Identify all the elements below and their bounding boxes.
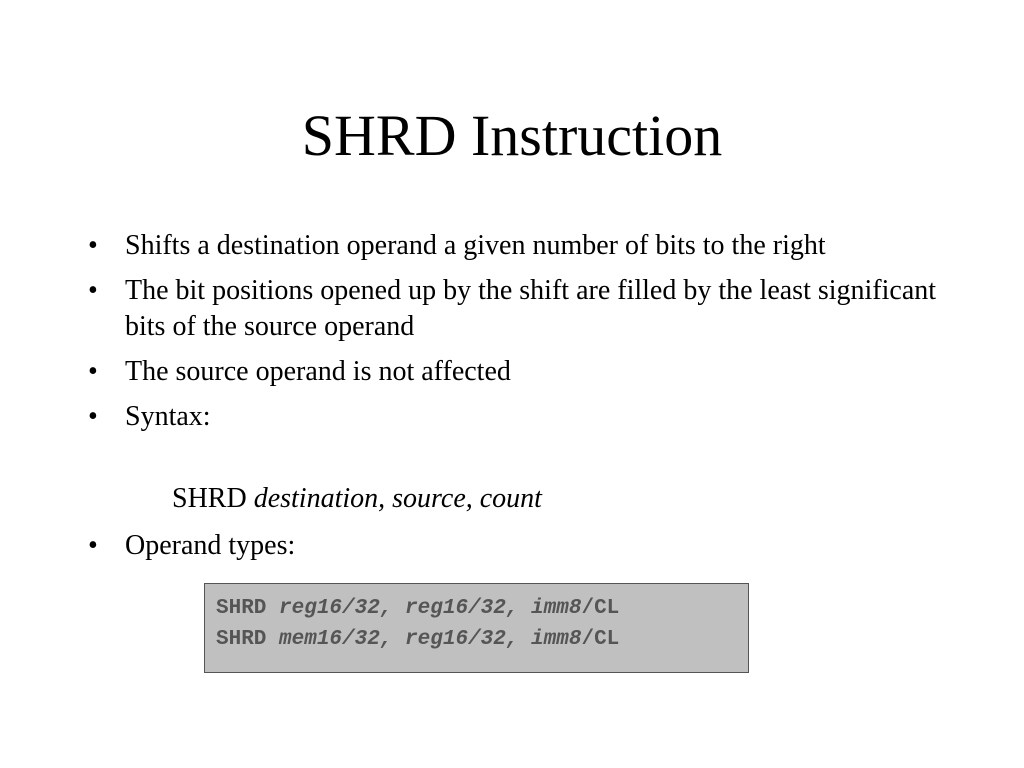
bullet-item <box>88 528 938 564</box>
bullet-item <box>88 354 938 390</box>
operand-mnemonic: SHRD <box>216 628 280 651</box>
operand-suffix: /CL <box>581 597 620 620</box>
bullet-icon: • <box>88 530 98 561</box>
operand-suffix: /CL <box>581 628 620 651</box>
bullet-list <box>88 228 938 444</box>
bullet-text: Shifts a destination operand a given number of bits to the right <box>125 230 826 261</box>
bullet-text: The source operand is not affected <box>125 356 511 387</box>
bullet-icon: • <box>88 230 98 261</box>
slide-title: SHRD Instruction <box>301 103 723 168</box>
operand-args: reg16/32, reg16/32, imm8 <box>279 597 582 620</box>
operand-types-box <box>204 583 749 673</box>
bullet-icon: • <box>88 401 98 432</box>
bullet-list-operands <box>88 528 938 573</box>
operand-row <box>216 624 748 655</box>
bullet-item <box>88 228 938 264</box>
syntax-line <box>172 481 542 517</box>
operand-mnemonic: SHRD <box>216 597 280 620</box>
syntax-mnemonic: SHRD <box>172 483 254 514</box>
bullet-item <box>88 399 938 435</box>
bullet-item <box>88 273 938 345</box>
syntax-args: destination, source, count <box>253 483 542 514</box>
bullet-text: Syntax: <box>125 401 211 432</box>
bullet-icon: • <box>88 275 98 306</box>
bullet-icon: • <box>88 356 98 387</box>
bullet-text: Operand types: <box>125 530 296 561</box>
bullet-text: The bit positions opened up by the shift are filled by the least significant bits of the source operand <box>125 275 937 342</box>
operand-args: mem16/32, reg16/32, imm8 <box>279 628 582 651</box>
operand-row <box>216 593 748 624</box>
